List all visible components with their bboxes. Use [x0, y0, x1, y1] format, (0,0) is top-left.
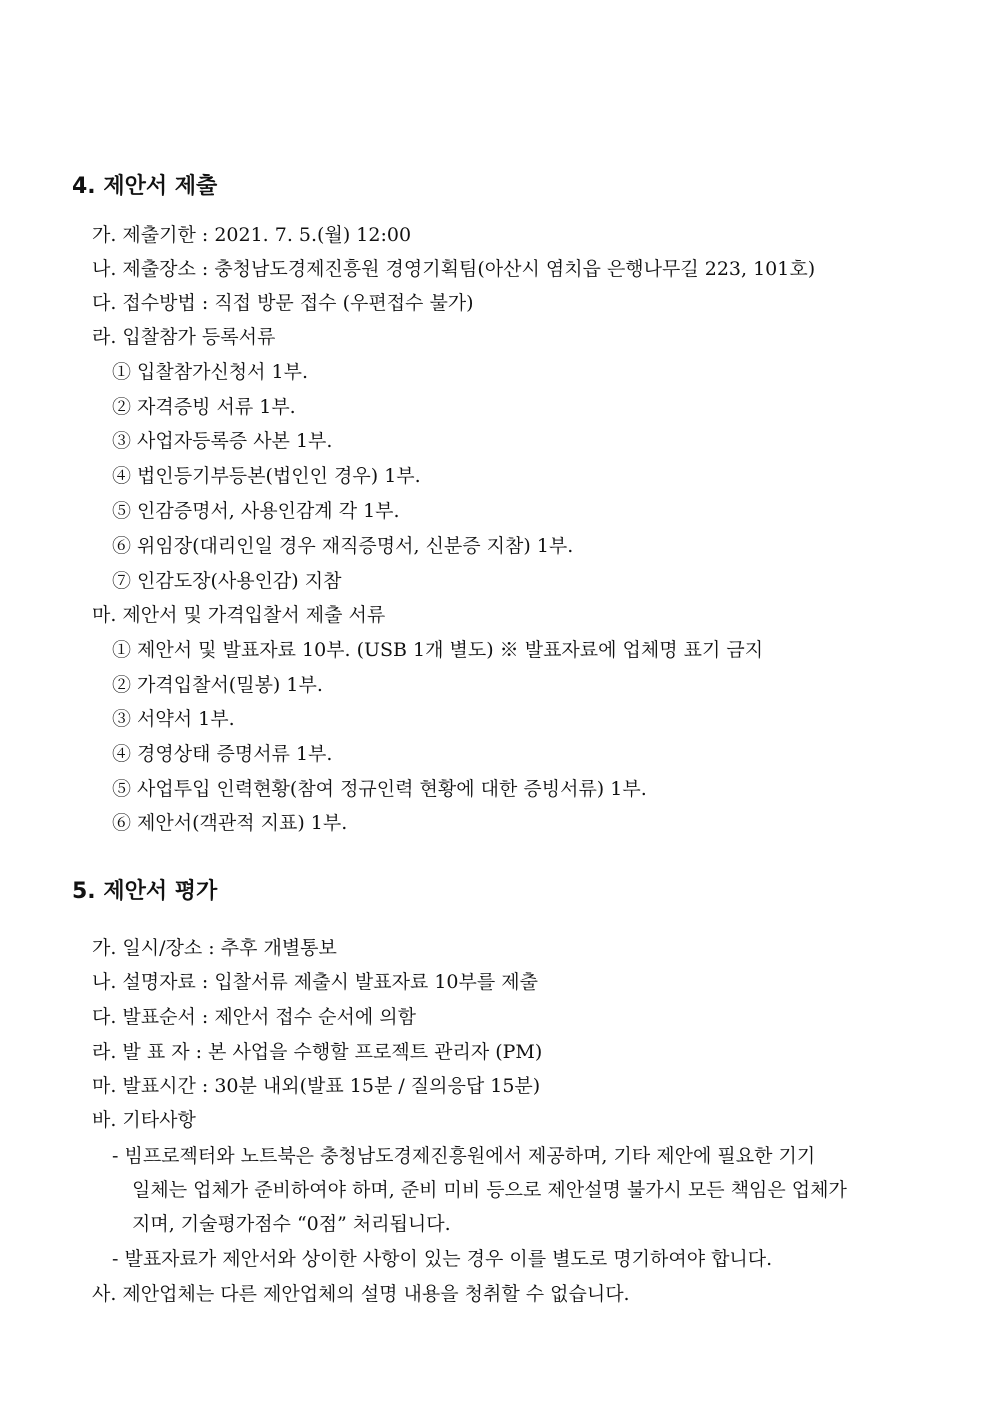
evaluation-materials: 나. 설명자료 : 입찰서류 제출시 발표자료 10부를 제출 — [92, 971, 538, 993]
submission-doc-item: ④ 경영상태 증명서류 1부. — [112, 743, 333, 765]
note-equipment-line1: - 빔프로젝터와 노트북은 충청남도경제진흥원에서 제공하며, 기타 제안에 필요한 기기 — [112, 1145, 816, 1167]
submission-docs-title: 마. 제안서 및 가격입찰서 제출 서류 — [92, 604, 386, 626]
note-discrepancy: - 발표자료가 제안서와 상이한 사항이 있는 경우 이를 별도로 명기하여야 합니다. — [112, 1248, 773, 1270]
registration-doc-item: ① 입찰참가신청서 1부. — [112, 361, 309, 383]
evaluation-date-place: 가. 일시/장소 : 추후 개별통보 — [92, 937, 337, 959]
registration-doc-item: ⑤ 인감증명서, 사용인감계 각 1부. — [112, 500, 400, 522]
section-4-heading: 4. 제안서 제출 — [72, 174, 218, 199]
submission-doc-item: ② 가격입찰서(밀봉) 1부. — [112, 674, 323, 696]
presenter: 라. 발 표 자 : 본 사업을 수행할 프로젝트 관리자 (PM) — [92, 1041, 543, 1063]
registration-doc-item: ② 자격증빙 서류 1부. — [112, 396, 296, 418]
submission-doc-item: ⑥ 제안서(객관적 지표) 1부. — [112, 812, 348, 834]
submission-doc-item: ⑤ 사업투입 인력현황(참여 정규인력 현황에 대한 증빙서류) 1부. — [112, 778, 647, 800]
submission-deadline: 가. 제출기한 : 2021. 7. 5.(월) 12:00 — [92, 224, 412, 246]
registration-doc-item: ④ 법인등기부등본(법인인 경우) 1부. — [112, 465, 421, 487]
final-item: 사. 제안업체는 다른 제안업체의 설명 내용을 청취할 수 없습니다. — [92, 1283, 630, 1305]
note-equipment-line2: 일체는 업체가 준비하여야 하며, 준비 미비 등으로 제안설명 불가시 모든 책임은 업체가 — [132, 1179, 847, 1201]
registration-doc-item: ⑦ 인감도장(사용인감) 지참 — [112, 570, 342, 592]
submission-location: 나. 제출장소 : 충청남도경제진흥원 경영기획팀(아산시 염치읍 은행나무길 223, 101호) — [92, 258, 816, 280]
presentation-order: 다. 발표순서 : 제안서 접수 순서에 의함 — [92, 1006, 416, 1028]
submission-doc-item: ① 제안서 및 발표자료 10부. (USB 1개 별도) ※ 발표자료에 업체명 표기 금지 — [112, 639, 764, 661]
section-5-heading: 5. 제안서 평가 — [72, 879, 218, 904]
submission-method: 다. 접수방법 : 직접 방문 접수 (우편접수 불가) — [92, 292, 474, 314]
note-equipment-line3: 지며, 기술평가점수 “0점” 처리됩니다. — [132, 1213, 451, 1235]
registration-docs-title: 라. 입찰참가 등록서류 — [92, 326, 276, 348]
other-matters-title: 바. 기타사항 — [92, 1109, 196, 1131]
registration-doc-item: ⑥ 위임장(대리인일 경우 재직증명서, 신분증 지참) 1부. — [112, 535, 574, 557]
submission-doc-item: ③ 서약서 1부. — [112, 708, 235, 730]
registration-doc-item: ③ 사업자등록증 사본 1부. — [112, 430, 333, 452]
presentation-time: 마. 발표시간 : 30분 내외(발표 15분 / 질의응답 15분) — [92, 1075, 541, 1097]
